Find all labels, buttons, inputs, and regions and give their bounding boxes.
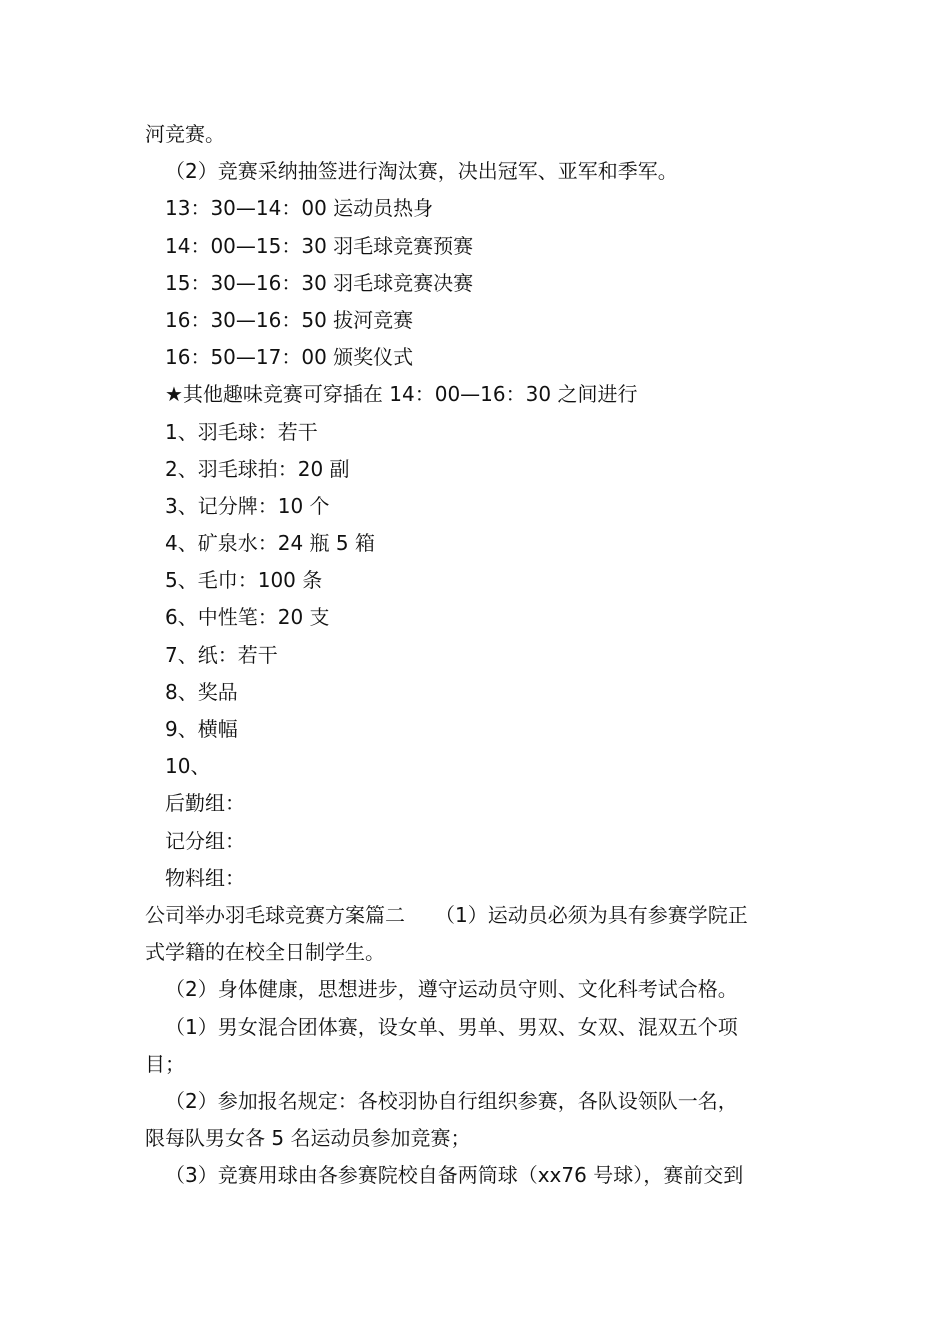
schedule-line: 16：30—16：50 拔河竞赛 — [165, 307, 414, 332]
schedule-line: 15：30—16：30 羽毛球竞赛决赛 — [165, 270, 474, 295]
document-body — [145, 116, 810, 1194]
schedule-line: 13：30—14：00 运动员热身 — [165, 196, 434, 221]
schedule-line: 14：00—15：30 羽毛球竞赛预赛 — [165, 233, 474, 258]
text-line: （2）竞赛采纳抽签进行淘汰赛，决出冠军、亚军和季军。 — [165, 159, 678, 184]
list-item: 3、记分牌：10 个 — [165, 493, 330, 518]
team-label: 后勤组： — [165, 791, 245, 816]
text-line: 河竞赛。 — [145, 122, 225, 146]
text-line: （3）竞赛用球由各参赛院校自备两筒球（xx76 号球），赛前交到 — [165, 1163, 744, 1188]
text-line: 式学籍的在校全日制学生。 — [145, 940, 385, 965]
text-line: （2）参加报名规定：各校羽协自行组织参赛，各队设领队一名， — [165, 1088, 738, 1113]
team-label: 物料组： — [165, 865, 245, 890]
list-item: 7、纸：若干 — [165, 642, 278, 667]
list-item: 1、羽毛球：若干 — [165, 419, 318, 444]
team-label: 记分组： — [165, 828, 245, 853]
text-segment: （1）运动员必须为具有参赛学院正 — [435, 902, 748, 927]
list-item: 2、羽毛球拍：20 副 — [165, 456, 350, 481]
list-item: 4、矿泉水：24 瓶 5 箱 — [165, 531, 375, 556]
schedule-line: 16：50—17：00 颁奖仪式 — [165, 345, 414, 370]
text-line: （2）身体健康，思想进步，遵守运动员守则、文化科考试合格。 — [165, 977, 738, 1002]
text-line: 限每队男女各 5 名运动员参加竞赛； — [145, 1126, 471, 1151]
section-title: 公司举办羽毛球竞赛方案篇二 — [145, 902, 405, 927]
list-item: 10、 — [165, 754, 211, 779]
list-item: 9、横幅 — [165, 717, 238, 741]
list-item: 5、毛巾：100 条 — [165, 568, 323, 593]
note-line: ★其他趣味竞赛可穿插在 14：00—16：30 之间进行 — [165, 382, 638, 407]
list-item: 6、中性笔：20 支 — [165, 605, 330, 630]
list-item: 8、奖品 — [165, 679, 238, 704]
section-title-line — [145, 897, 810, 934]
text-line: （1）男女混合团体赛，设女单、男单、男双、女双、混双五个项 — [165, 1014, 738, 1039]
text-line: 目； — [145, 1051, 185, 1076]
